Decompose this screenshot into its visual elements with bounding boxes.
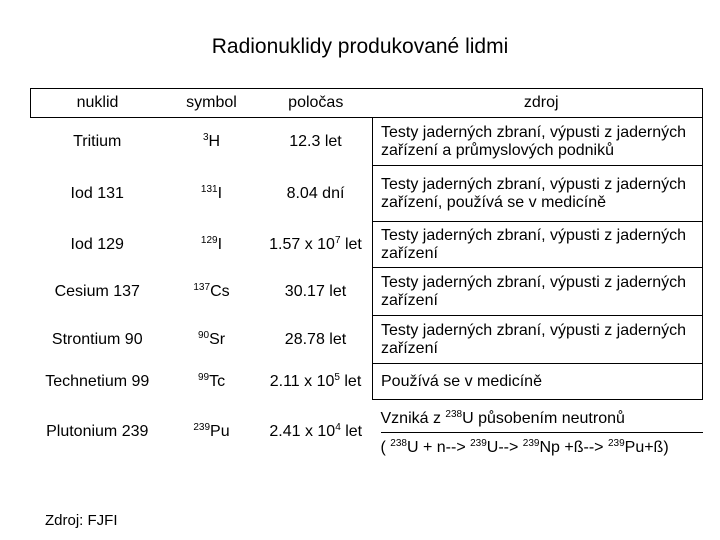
cell-symbol: [164, 268, 259, 316]
halflife-value: 30.17 let: [284, 282, 347, 300]
cell-symbol: [164, 166, 259, 222]
zdroj-origin-line: [381, 404, 703, 433]
table-header-row: [31, 89, 703, 118]
header-symbol: symbol: [164, 89, 259, 118]
radionuclide-table: [30, 88, 703, 464]
cell-nuklid: Iod 131: [70, 184, 124, 202]
symbol-element: I: [217, 184, 223, 202]
zdroj-text: U působením neutronů: [462, 410, 625, 428]
radionuclide-table-wrapper: [30, 88, 703, 464]
cell-nuklid: Tritium: [73, 132, 122, 150]
equation-text: U + n-->: [406, 439, 471, 457]
cell-nuklid: Cesium 137: [54, 282, 140, 300]
symbol-element: Cs: [210, 282, 230, 300]
reaction-equation: [381, 433, 703, 459]
equation-text: U-->: [486, 439, 523, 457]
cell-zdroj: Testy jaderných zbraní, výpusti z jaderných zařízení: [373, 222, 703, 268]
cell-halflife: [259, 364, 373, 400]
halflife-value: 8.04 dní: [286, 184, 345, 202]
cell-zdroj: Testy jaderných zbraní, výpusti z jaderných zařízení a průmyslových podniků: [373, 118, 703, 166]
cell-symbol: [164, 316, 259, 364]
symbol-mass-number: 90: [197, 329, 210, 341]
halflife-value: 2.11 x 10: [269, 372, 335, 390]
symbol-element: Sr: [209, 330, 226, 348]
halflife-value: 12.3 let: [289, 132, 342, 150]
symbol-element: Tc: [209, 372, 226, 390]
symbol-mass-number: 99: [197, 371, 210, 383]
symbol-element: I: [217, 235, 223, 253]
isotope-mass: 238: [445, 409, 463, 421]
halflife-exponent: 7: [334, 234, 341, 246]
page-title: Radionuklidy produkované lidmi: [211, 35, 509, 58]
halflife-unit: let: [340, 235, 362, 253]
table-row: [31, 400, 703, 464]
symbol-mass-number: 129: [200, 234, 218, 246]
symbol-element: H: [208, 132, 221, 150]
table-row: [31, 268, 703, 316]
isotope-mass: 239: [607, 438, 625, 450]
symbol-mass-number: 239: [193, 421, 211, 433]
cell-zdroj: [373, 400, 703, 464]
cell-symbol: [164, 118, 259, 166]
cell-zdroj: Testy jaderných zbraní, výpusti z jaderných zařízení: [373, 316, 703, 364]
halflife-value: 2.41 x 10: [269, 422, 336, 440]
cell-zdroj: Testy jaderných zbraní, výpusti z jaderných zařízení, používá se v medicíně: [373, 166, 703, 222]
isotope-mass: 238: [390, 438, 407, 450]
table-row: [31, 364, 703, 400]
table-row: [31, 166, 703, 222]
table-row: [31, 316, 703, 364]
equation-text: Pu+ß): [624, 439, 669, 457]
cell-nuklid: Iod 129: [70, 235, 124, 253]
source-note: Zdroj: FJFI: [45, 512, 118, 529]
symbol-mass-number: 131: [200, 183, 218, 195]
cell-zdroj: Používá se v medicíně: [373, 364, 703, 400]
cell-zdroj: Testy jaderných zbraní, výpusti z jaderných zařízení: [373, 268, 703, 316]
isotope-mass: 239: [470, 438, 487, 450]
equation-text: (: [380, 439, 391, 457]
halflife-unit: let: [339, 372, 362, 390]
cell-halflife: [259, 118, 373, 166]
halflife-value: 28.78 let: [284, 330, 347, 348]
cell-nuklid: Strontium 90: [51, 330, 143, 348]
isotope-mass: 239: [522, 438, 540, 450]
halflife-unit: let: [340, 422, 363, 440]
cell-nuklid: Technetium 99: [45, 372, 150, 390]
cell-halflife: [259, 316, 373, 364]
symbol-mass-number: 137: [193, 281, 211, 293]
header-zdroj: zdroj: [373, 89, 703, 118]
table-row: [31, 118, 703, 166]
halflife-value: 1.57 x 10: [269, 235, 335, 253]
cell-halflife: [259, 400, 373, 464]
cell-symbol: [164, 364, 259, 400]
halflife-exponent: 4: [335, 421, 341, 433]
header-polocas: poločas: [259, 89, 373, 118]
cell-halflife: [259, 166, 373, 222]
header-nuklid: nuklid: [31, 89, 165, 118]
halflife-exponent: 5: [334, 371, 340, 383]
cell-symbol: [164, 222, 259, 268]
symbol-mass-number: 3: [202, 131, 209, 143]
cell-symbol: [164, 400, 259, 464]
equation-text: Np +ß-->: [539, 439, 608, 457]
symbol-element: Pu: [210, 422, 230, 440]
cell-halflife: [259, 268, 373, 316]
zdroj-text: Vzniká z: [380, 410, 446, 428]
cell-halflife: [259, 222, 373, 268]
cell-nuklid: Plutonium 239: [46, 422, 149, 440]
table-row: [31, 222, 703, 268]
